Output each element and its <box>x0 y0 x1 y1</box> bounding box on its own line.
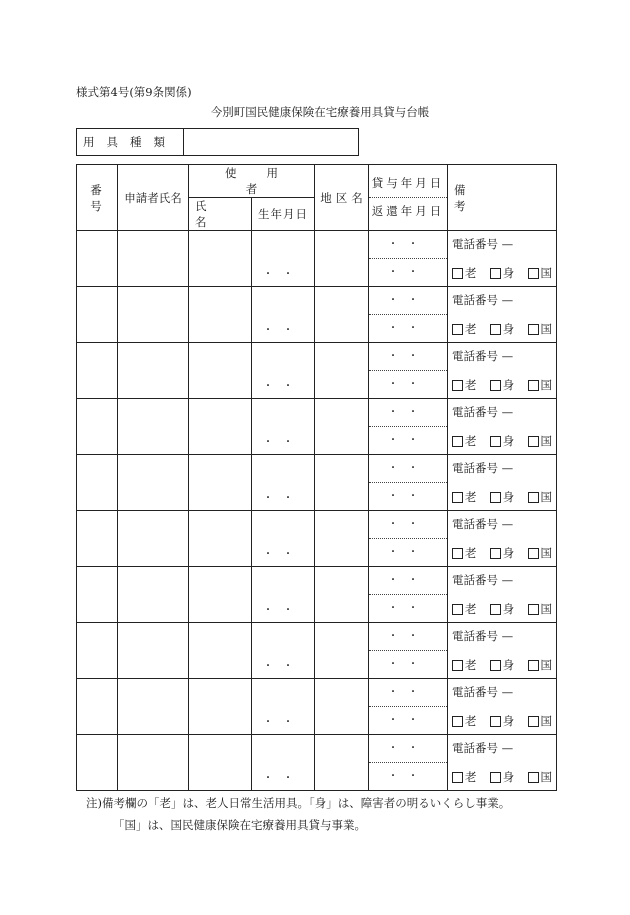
return-date-field[interactable]: ・・ <box>388 771 428 782</box>
checkbox-elderly[interactable] <box>452 601 477 617</box>
return-date-field[interactable]: ・・ <box>388 715 428 726</box>
cell-number[interactable] <box>77 679 118 735</box>
cell-area-name[interactable] <box>315 623 369 679</box>
program-checkboxes <box>452 265 552 281</box>
checkbox-label: 国 <box>540 546 552 560</box>
checkbox-label: 身 <box>502 490 515 504</box>
loan-date-field[interactable]: ・・ <box>369 231 447 259</box>
checkbox-label: 老 <box>465 546 477 560</box>
checkbox-national-insurance[interactable] <box>528 601 553 617</box>
checkbox-square[interactable] <box>452 324 463 335</box>
checkbox-disability[interactable] <box>490 489 515 505</box>
cell-remarks <box>448 287 557 343</box>
checkbox-square[interactable] <box>528 380 539 391</box>
checkbox-square[interactable] <box>452 772 463 783</box>
program-checkboxes <box>452 601 552 617</box>
cell-user-name[interactable] <box>189 455 252 511</box>
cell-dates <box>369 567 448 623</box>
header-remarks: 備考 <box>448 165 557 231</box>
cell-applicant-name[interactable] <box>118 455 189 511</box>
cell-remarks <box>448 455 557 511</box>
cell-remarks <box>448 567 557 623</box>
cell-dates <box>369 511 448 567</box>
checkbox-label: 身 <box>502 770 515 784</box>
cell-area-name[interactable] <box>315 399 369 455</box>
checkbox-label: 身 <box>502 714 515 728</box>
cell-birth-date[interactable] <box>252 343 315 399</box>
cell-area-name[interactable] <box>315 343 369 399</box>
cell-area-name[interactable] <box>315 511 369 567</box>
table-row <box>77 567 557 623</box>
cell-area-name[interactable] <box>315 287 369 343</box>
cell-number[interactable] <box>77 231 118 287</box>
checkbox-disability[interactable] <box>490 265 515 281</box>
checkbox-label: 身 <box>502 434 515 448</box>
cell-dates <box>369 231 448 287</box>
checkbox-label: 老 <box>465 490 477 504</box>
checkbox-label: 身 <box>502 602 515 616</box>
phone-number-label: 電話番号 — <box>452 237 514 251</box>
checkbox-label: 国 <box>540 434 552 448</box>
program-checkboxes <box>452 377 552 393</box>
checkbox-label: 身 <box>502 266 515 280</box>
checkbox-label: 老 <box>465 322 477 336</box>
checkbox-square[interactable] <box>452 660 463 671</box>
cell-user-name[interactable] <box>189 679 252 735</box>
cell-applicant-name[interactable] <box>118 287 189 343</box>
cell-dates <box>369 623 448 679</box>
footnote-line-1: 注)備考欄の「老」は、老人日常生活用具。「身」は、障害者の明るいくらし事業。 <box>86 796 511 810</box>
table-row <box>77 623 557 679</box>
return-date-field[interactable]: ・・ <box>388 603 428 614</box>
birth-date-separators: ・・ <box>263 325 303 336</box>
cell-remarks <box>448 679 557 735</box>
return-date-field[interactable]: ・・ <box>388 323 428 334</box>
checkbox-square[interactable] <box>528 548 539 559</box>
phone-number-label: 電話番号 — <box>452 461 514 475</box>
header-user-name: 氏名 <box>189 198 252 231</box>
checkbox-square[interactable] <box>528 268 539 279</box>
cell-remarks <box>448 399 557 455</box>
cell-birth-date[interactable] <box>252 623 315 679</box>
checkbox-square[interactable] <box>452 436 463 447</box>
checkbox-elderly[interactable] <box>452 657 477 673</box>
loan-ledger-table <box>76 164 557 791</box>
cell-applicant-name[interactable] <box>118 399 189 455</box>
cell-dates <box>369 399 448 455</box>
cell-birth-date[interactable] <box>252 735 315 791</box>
header-number: 番号 <box>77 165 118 231</box>
checkbox-disability[interactable] <box>490 769 515 785</box>
equipment-type-table <box>76 128 359 156</box>
cell-applicant-name[interactable] <box>118 567 189 623</box>
checkbox-square[interactable] <box>490 548 501 559</box>
checkbox-national-insurance[interactable] <box>528 769 553 785</box>
birth-date-separators: ・・ <box>263 269 303 280</box>
phone-number-label: 電話番号 — <box>452 517 514 531</box>
table-row <box>77 679 557 735</box>
checkbox-square[interactable] <box>490 492 501 503</box>
cell-area-name[interactable] <box>315 231 369 287</box>
table-row <box>77 287 557 343</box>
checkbox-square[interactable] <box>452 604 463 615</box>
cell-remarks <box>448 343 557 399</box>
loan-date-field[interactable]: ・・ <box>369 623 447 651</box>
birth-date-separators: ・・ <box>263 381 303 392</box>
header-birth-date: 生年月日 <box>252 198 315 231</box>
birth-date-separators: ・・ <box>263 773 303 784</box>
cell-user-name[interactable] <box>189 343 252 399</box>
checkbox-square[interactable] <box>490 772 501 783</box>
checkbox-disability[interactable] <box>490 545 515 561</box>
cell-applicant-name[interactable] <box>118 511 189 567</box>
checkbox-square[interactable] <box>490 324 501 335</box>
cell-user-name[interactable] <box>189 399 252 455</box>
cell-user-name[interactable] <box>189 623 252 679</box>
cell-birth-date[interactable] <box>252 511 315 567</box>
cell-remarks <box>448 511 557 567</box>
checkbox-square[interactable] <box>490 604 501 615</box>
cell-birth-date[interactable] <box>252 287 315 343</box>
equipment-type-field[interactable] <box>184 129 359 156</box>
checkbox-square[interactable] <box>452 380 463 391</box>
table-row <box>77 399 557 455</box>
program-checkboxes <box>452 769 552 785</box>
table-row <box>77 511 557 567</box>
checkbox-label: 国 <box>540 378 552 392</box>
cell-area-name[interactable] <box>315 455 369 511</box>
cell-user-name[interactable] <box>189 567 252 623</box>
checkbox-elderly[interactable] <box>452 769 477 785</box>
loan-date-field[interactable]: ・・ <box>369 735 447 763</box>
checkbox-elderly[interactable] <box>452 545 477 561</box>
checkbox-label: 身 <box>502 658 515 672</box>
cell-applicant-name[interactable] <box>118 343 189 399</box>
birth-date-separators: ・・ <box>263 549 303 560</box>
loan-date-field[interactable]: ・・ <box>369 511 447 539</box>
checkbox-square[interactable] <box>452 548 463 559</box>
checkbox-square[interactable] <box>528 660 539 671</box>
program-checkboxes <box>452 433 552 449</box>
cell-number[interactable] <box>77 567 118 623</box>
program-checkboxes <box>452 657 552 673</box>
cell-birth-date[interactable] <box>252 399 315 455</box>
header-return-date: 返還年月日 <box>371 204 445 218</box>
checkbox-square[interactable] <box>528 492 539 503</box>
cell-number[interactable] <box>77 455 118 511</box>
cell-area-name[interactable] <box>315 679 369 735</box>
loan-date-field[interactable]: ・・ <box>369 455 447 483</box>
cell-area-name[interactable] <box>315 567 369 623</box>
checkbox-national-insurance[interactable] <box>528 657 553 673</box>
loan-date-field[interactable]: ・・ <box>369 399 447 427</box>
program-checkboxes <box>452 489 552 505</box>
checkbox-national-insurance[interactable] <box>528 489 553 505</box>
cell-number[interactable] <box>77 511 118 567</box>
checkbox-elderly[interactable] <box>452 377 477 393</box>
footnote-line-2: 「国」は、国民健康保険在宅療養用具貸与事業。 <box>113 818 366 832</box>
loan-date-field[interactable]: ・・ <box>369 679 447 707</box>
return-date-field[interactable]: ・・ <box>388 491 428 502</box>
checkbox-label: 老 <box>465 434 477 448</box>
birth-date-separators: ・・ <box>263 661 303 672</box>
checkbox-square[interactable] <box>490 660 501 671</box>
checkbox-label: 国 <box>540 322 552 336</box>
checkbox-label: 身 <box>502 546 515 560</box>
cell-user-name[interactable] <box>189 287 252 343</box>
checkbox-disability[interactable] <box>490 433 515 449</box>
program-checkboxes <box>452 545 552 561</box>
phone-number-label: 電話番号 — <box>452 293 514 307</box>
cell-number[interactable] <box>77 399 118 455</box>
phone-number-label: 電話番号 — <box>452 349 514 363</box>
cell-number[interactable] <box>77 623 118 679</box>
birth-date-separators: ・・ <box>263 717 303 728</box>
checkbox-label: 国 <box>540 770 552 784</box>
cell-user-name[interactable] <box>189 231 252 287</box>
checkbox-elderly[interactable] <box>452 265 477 281</box>
checkbox-label: 身 <box>502 322 515 336</box>
header-applicant-name: 申請者氏名 <box>118 165 189 231</box>
cell-remarks <box>448 735 557 791</box>
cell-number[interactable] <box>77 343 118 399</box>
program-checkboxes <box>452 713 552 729</box>
phone-number-label: 電話番号 — <box>452 629 514 643</box>
ledger-rows <box>77 231 557 791</box>
checkbox-label: 国 <box>540 490 552 504</box>
cell-birth-date[interactable] <box>252 679 315 735</box>
checkbox-square[interactable] <box>452 492 463 503</box>
checkbox-square[interactable] <box>490 268 501 279</box>
checkbox-square[interactable] <box>528 772 539 783</box>
phone-number-label: 電話番号 — <box>452 405 514 419</box>
table-row <box>77 343 557 399</box>
table-row <box>77 231 557 287</box>
checkbox-elderly[interactable] <box>452 713 477 729</box>
return-date-field[interactable]: ・・ <box>388 267 428 278</box>
header-user: 使用者 <box>189 165 315 198</box>
cell-applicant-name[interactable] <box>118 231 189 287</box>
cell-dates <box>369 343 448 399</box>
return-date-field[interactable]: ・・ <box>388 547 428 558</box>
checkbox-label: 老 <box>465 378 477 392</box>
document-title: 今別町国民健康保険在宅療養用具貸与台帳 <box>210 105 430 119</box>
checkbox-national-insurance[interactable] <box>528 545 553 561</box>
return-date-field[interactable]: ・・ <box>388 379 428 390</box>
cell-dates <box>369 287 448 343</box>
checkbox-national-insurance[interactable] <box>528 713 553 729</box>
cell-applicant-name[interactable] <box>118 623 189 679</box>
checkbox-disability[interactable] <box>490 657 515 673</box>
checkbox-label: 国 <box>540 714 552 728</box>
cell-dates <box>369 735 448 791</box>
header-area-name: 地区名 <box>315 165 369 231</box>
loan-date-field[interactable]: ・・ <box>369 567 447 595</box>
phone-number-label: 電話番号 — <box>452 685 514 699</box>
return-date-field[interactable]: ・・ <box>388 435 428 446</box>
cell-dates <box>369 679 448 735</box>
checkbox-national-insurance[interactable] <box>528 265 553 281</box>
checkbox-square[interactable] <box>528 716 539 727</box>
checkbox-elderly[interactable] <box>452 433 477 449</box>
birth-date-separators: ・・ <box>263 437 303 448</box>
header-dates <box>369 165 448 231</box>
checkbox-label: 国 <box>540 266 552 280</box>
checkbox-label: 身 <box>502 378 515 392</box>
checkbox-elderly[interactable] <box>452 489 477 505</box>
phone-number-label: 電話番号 — <box>452 573 514 587</box>
cell-birth-date[interactable] <box>252 231 315 287</box>
birth-date-separators: ・・ <box>263 605 303 616</box>
cell-birth-date[interactable] <box>252 567 315 623</box>
checkbox-national-insurance[interactable] <box>528 321 553 337</box>
cell-user-name[interactable] <box>189 511 252 567</box>
checkbox-square[interactable] <box>528 436 539 447</box>
cell-remarks <box>448 623 557 679</box>
phone-number-label: 電話番号 — <box>452 741 514 755</box>
checkbox-label: 老 <box>465 266 477 280</box>
loan-date-field[interactable]: ・・ <box>369 287 447 315</box>
cell-area-name[interactable] <box>315 735 369 791</box>
birth-date-separators: ・・ <box>263 493 303 504</box>
checkbox-square[interactable] <box>490 380 501 391</box>
return-date-field[interactable]: ・・ <box>388 659 428 670</box>
checkbox-square[interactable] <box>452 716 463 727</box>
cell-dates <box>369 455 448 511</box>
cell-birth-date[interactable] <box>252 455 315 511</box>
cell-number[interactable] <box>77 287 118 343</box>
checkbox-elderly[interactable] <box>452 321 477 337</box>
checkbox-disability[interactable] <box>490 601 515 617</box>
checkbox-label: 国 <box>540 602 552 616</box>
checkbox-square[interactable] <box>452 268 463 279</box>
table-row <box>77 735 557 791</box>
checkbox-national-insurance[interactable] <box>528 433 553 449</box>
checkbox-square[interactable] <box>528 324 539 335</box>
checkbox-national-insurance[interactable] <box>528 377 553 393</box>
checkbox-label: 国 <box>540 658 552 672</box>
header-loan-date: 貸与年月日 <box>369 170 447 198</box>
checkbox-square[interactable] <box>490 436 501 447</box>
cell-number[interactable] <box>77 735 118 791</box>
checkbox-square[interactable] <box>490 716 501 727</box>
cell-applicant-name[interactable] <box>118 679 189 735</box>
checkbox-label: 老 <box>465 770 477 784</box>
checkbox-label: 老 <box>465 714 477 728</box>
form-number-label: 様式第4号(第9条関係) <box>76 85 192 99</box>
checkbox-square[interactable] <box>528 604 539 615</box>
cell-applicant-name[interactable] <box>118 735 189 791</box>
checkbox-label: 老 <box>465 602 477 616</box>
equipment-type-label: 用具種類 <box>77 129 184 156</box>
table-row <box>77 455 557 511</box>
cell-remarks <box>448 231 557 287</box>
loan-date-field[interactable]: ・・ <box>369 343 447 371</box>
checkbox-disability[interactable] <box>490 713 515 729</box>
cell-user-name[interactable] <box>189 735 252 791</box>
checkbox-disability[interactable] <box>490 377 515 393</box>
checkbox-disability[interactable] <box>490 321 515 337</box>
checkbox-label: 老 <box>465 658 477 672</box>
program-checkboxes <box>452 321 552 337</box>
